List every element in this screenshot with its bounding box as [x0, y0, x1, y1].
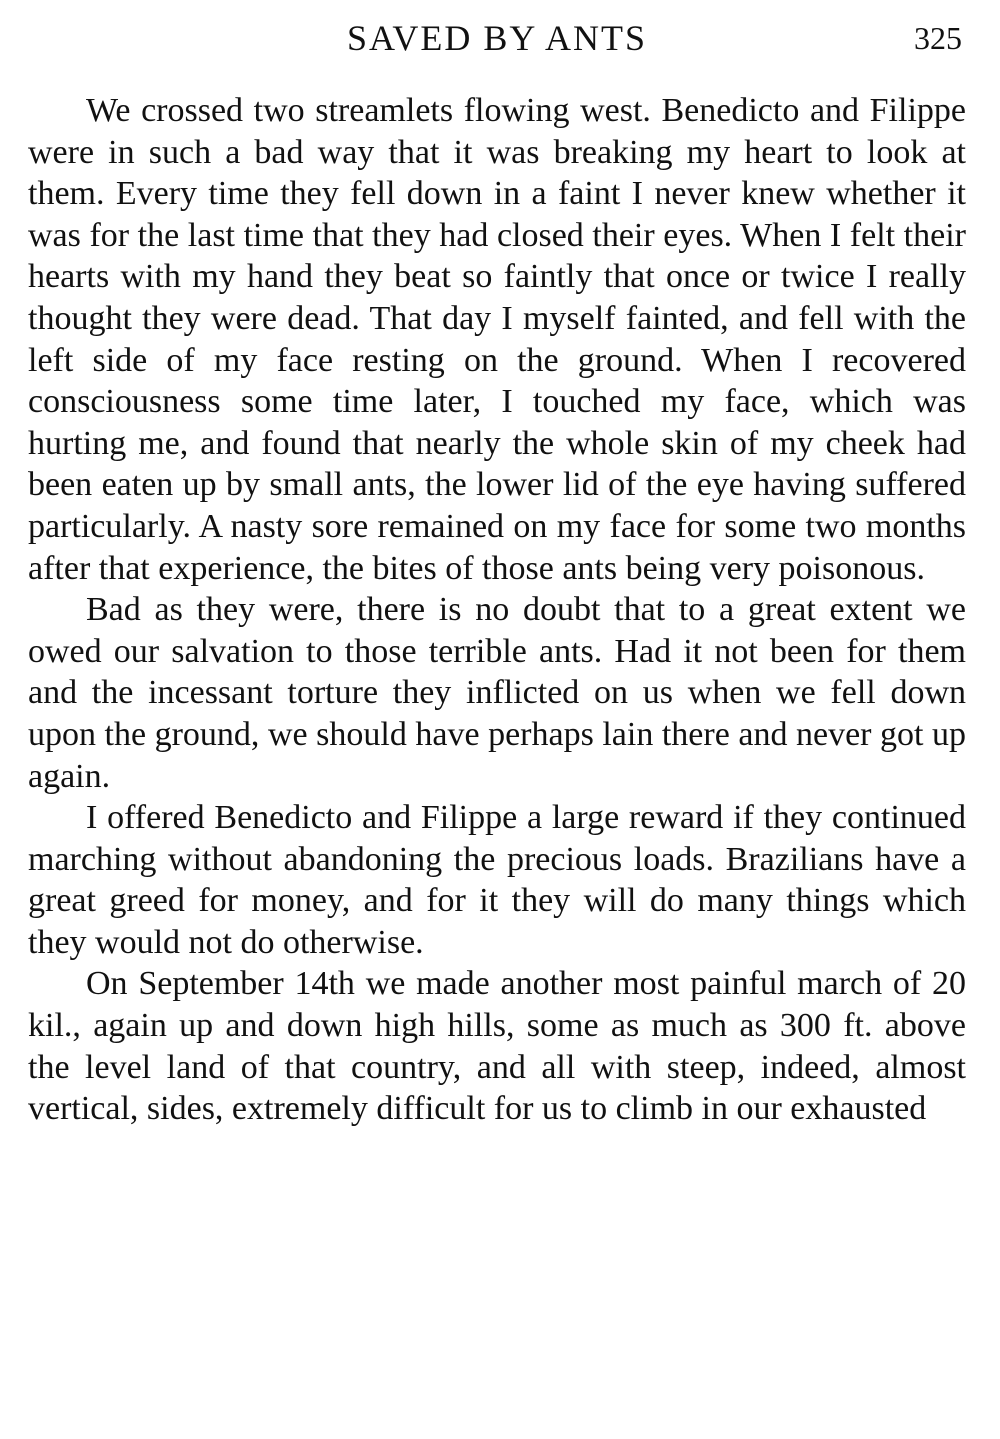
paragraph-3: I offered Benedicto and Filippe a large reward if they continued marching without abandoning the precious loads. Brazilians have a great greed for money, and for it they will do many things which they would not do otherwise.	[28, 799, 966, 961]
body-text	[28, 90, 966, 1130]
running-head	[28, 16, 966, 60]
paragraph-1: We crossed two streamlets flowing west. Benedicto and Filippe were in such a bad way that it was breaking my heart to look at them. Every time they fell down in a faint I never knew whether it was for the last time that they had closed their eyes. When I felt their hearts with my hand they beat so faintly that once or twice I really thought they were dead. That day I myself fainted, and fell with the left side of my face resting on the ground. When I recovered consciousness some time later, I touched my face, which was hurting me, and found that nearly the whole skin of my cheek had been eaten up by small ants, the lower lid of the eye having suffered particularly. A nasty sore remained on my face for some two months after that experience, the bites of those ants being very poisonous.	[28, 92, 966, 587]
page-number: 325	[914, 20, 962, 56]
running-title: SAVED BY ANTS	[346, 18, 648, 58]
paragraph-2: Bad as they were, there is no doubt that to a great extent we owed our salvation to those terrible ants. Had it not been for them and the incessant torture they inflicted on us when we fell down upon the ground, we should have perhaps lain there and never got up again.	[28, 591, 966, 795]
paragraph-4: On September 14th we made another most painful march of 20 kil., again up and down high hills, some as much as 300 ft. above the level land of that country, and all with steep, indeed, almost vertical, sides, extremely difficult for us to climb in our exhausted	[28, 965, 966, 1128]
